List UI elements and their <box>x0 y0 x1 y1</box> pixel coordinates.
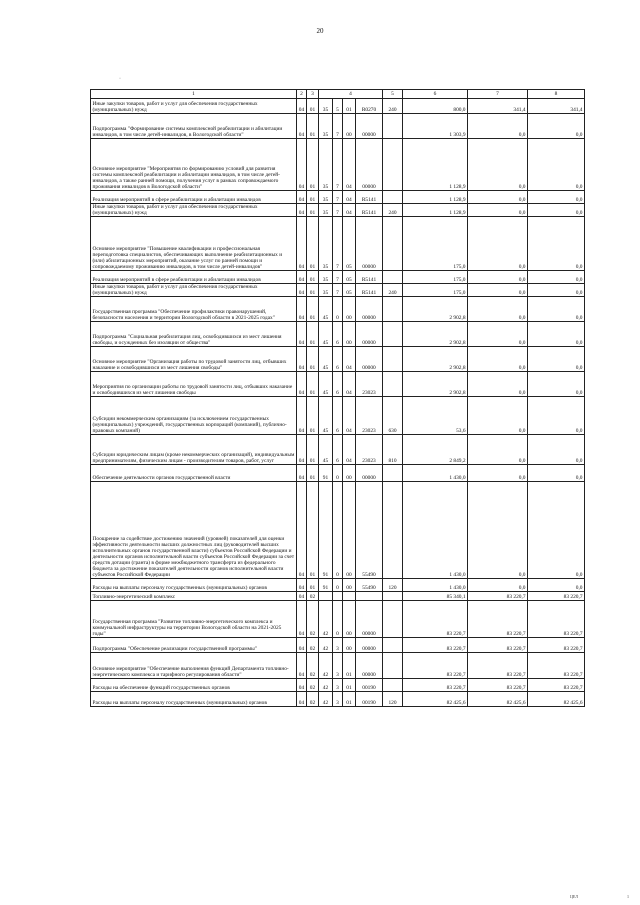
row-cell-c: 05 <box>343 217 356 271</box>
row-cell-c6: 2 902,8 <box>403 322 468 347</box>
row-cell-d: R5141 <box>356 284 383 297</box>
row-cell-d: 23023 <box>356 435 383 465</box>
row-cell-c: 00 <box>343 465 356 482</box>
row-cell-c7: 0,0 <box>468 322 528 347</box>
row-cell-c6: 82 425,6 <box>403 692 468 707</box>
row-cell-b: 7 <box>333 284 343 297</box>
row-cell-c7: 341,4 <box>468 99 528 114</box>
row-cell-c3: 02 <box>307 638 319 653</box>
row-cell-a <box>319 592 333 601</box>
row-cell-c6: 1 128,9 <box>403 191 468 204</box>
table-row <box>91 679 585 692</box>
table-row <box>91 204 585 217</box>
row-cell-c8: 0,0 <box>528 347 585 372</box>
row-cell-d: R5141 <box>356 191 383 204</box>
row-cell-a: 45 <box>319 347 333 372</box>
row-cell-c6: 53,6 <box>403 397 468 435</box>
row-cell-c <box>343 592 356 601</box>
row-cell-c5: 810 <box>383 435 403 465</box>
row-cell-a: 35 <box>319 217 333 271</box>
row-cell-d: 00000 <box>356 347 383 372</box>
row-cell-c: 01 <box>343 692 356 707</box>
row-cell-b: 0 <box>333 601 343 638</box>
row-cell-a: 45 <box>319 372 333 397</box>
row-cell-c2: 04 <box>297 99 307 114</box>
table-row <box>91 397 585 435</box>
row-cell-c3: 01 <box>307 284 319 297</box>
row-name-cell: Государственная программа "Развитие топливно-энергетического комплекса и коммунальной инфраструктуры на территории Вологодской области на 2021-2025 годы" <box>91 601 297 638</box>
row-cell-c: 01 <box>343 679 356 692</box>
row-cell-c6: 83 220,7 <box>403 638 468 653</box>
row-cell-c5: 240 <box>383 99 403 114</box>
row-cell-a: 42 <box>319 638 333 653</box>
page-number: 20 <box>316 27 324 35</box>
row-cell-c6: 85 340,1 <box>403 592 468 601</box>
row-name-cell: Расходы на обеспечение функций государственных органов <box>91 679 297 692</box>
row-cell-c7: 0,0 <box>468 482 528 579</box>
row-cell-c5 <box>383 271 403 284</box>
header-cell: 7 <box>468 90 528 99</box>
row-cell-c7: 0,0 <box>468 465 528 482</box>
row-cell-b: 6 <box>333 397 343 435</box>
row-cell-a: 35 <box>319 204 333 217</box>
row-cell-c3: 01 <box>307 322 319 347</box>
row-cell-c7: 83 220,7 <box>468 592 528 601</box>
row-cell-c6: 1 128,9 <box>403 204 468 217</box>
row-cell-a: 35 <box>319 114 333 139</box>
row-cell-c7: 0,0 <box>468 284 528 297</box>
table-row <box>91 579 585 592</box>
row-cell-c5 <box>383 465 403 482</box>
row-cell-c2: 04 <box>297 601 307 638</box>
row-cell-b: 3 <box>333 679 343 692</box>
row-cell-c8: 82 425,6 <box>528 692 585 707</box>
row-cell-c: 00 <box>343 482 356 579</box>
row-cell-c8: 341,4 <box>528 99 585 114</box>
row-cell-c2: 04 <box>297 114 307 139</box>
row-cell-c5 <box>383 601 403 638</box>
row-cell-c7: 0,0 <box>468 579 528 592</box>
row-cell-d: R5141 <box>356 204 383 217</box>
row-cell-b: 0 <box>333 465 343 482</box>
row-cell-c8: 0,0 <box>528 284 585 297</box>
row-cell-a: 45 <box>319 435 333 465</box>
row-cell-c8: 83 220,7 <box>528 653 585 679</box>
row-cell-c2: 04 <box>297 435 307 465</box>
row-cell-c3: 01 <box>307 435 319 465</box>
row-cell-c3: 01 <box>307 397 319 435</box>
row-cell-d: 00190 <box>356 692 383 707</box>
row-cell-c6: 1 430,0 <box>403 482 468 579</box>
row-name-cell: Реализация мероприятий в сфере реабилитации и абилитации инвалидов <box>91 271 297 284</box>
header-cell: 1 <box>91 90 297 99</box>
row-cell-a: 35 <box>319 139 333 191</box>
row-cell-c2: 04 <box>297 191 307 204</box>
row-cell-c: 04 <box>343 347 356 372</box>
table-row <box>91 284 585 297</box>
row-cell-a: 45 <box>319 397 333 435</box>
row-cell-a: 91 <box>319 579 333 592</box>
row-name-cell: Основное мероприятие "Повышение квалификации и профессиональная переподготовка специалистов, обеспечивающих выполнение реабилитационных и (или) абилитационных мероприятий, оказание услуг по ранней помощи и сопровождаемому проживанию инвалидов, в том числе детей-инвалидов" <box>91 217 297 271</box>
row-cell-c: 04 <box>343 191 356 204</box>
row-cell-b: 7 <box>333 204 343 217</box>
row-name-cell: Иные закупки товаров, работ и услуг для обеспечения государственных (муниципальных) нужд <box>91 284 297 297</box>
row-cell-c3: 01 <box>307 465 319 482</box>
row-cell-d <box>356 592 383 601</box>
table-row <box>91 692 585 707</box>
row-cell-c8: 0,0 <box>528 191 585 204</box>
row-cell-a: 91 <box>319 465 333 482</box>
row-cell-c6: 1 303,9 <box>403 114 468 139</box>
table-row <box>91 601 585 638</box>
row-cell-c: 00 <box>343 297 356 322</box>
row-cell-a: 35 <box>319 191 333 204</box>
table-row <box>91 271 585 284</box>
row-cell-c5 <box>383 482 403 579</box>
row-cell-d: 00000 <box>356 653 383 679</box>
row-name-cell: Подпрограмма "Обеспечение реализации государственной программы" <box>91 638 297 653</box>
row-cell-c6: 175,0 <box>403 217 468 271</box>
row-cell-a: 35 <box>319 99 333 114</box>
row-cell-b: 5 <box>333 99 343 114</box>
row-cell-a: 45 <box>319 297 333 322</box>
row-cell-b: 6 <box>333 372 343 397</box>
row-cell-a: 42 <box>319 601 333 638</box>
row-cell-b: 3 <box>333 692 343 707</box>
row-cell-c3: 02 <box>307 592 319 601</box>
row-cell-d: 00000 <box>356 297 383 322</box>
row-cell-c7: 83 220,7 <box>468 638 528 653</box>
row-cell-a: 42 <box>319 653 333 679</box>
row-cell-d: 00000 <box>356 465 383 482</box>
row-cell-c8: 0,0 <box>528 397 585 435</box>
row-cell-c5 <box>383 139 403 191</box>
row-cell-c3: 01 <box>307 372 319 397</box>
header-cell: 8 <box>528 90 585 99</box>
header-row <box>91 90 585 99</box>
row-cell-c6: 1 430,0 <box>403 579 468 592</box>
row-name-cell: Подпрограмма "Формирование системы комплексной реабилитации и абилитации инвалидов, в том числе детей-инвалидов, в Вологодской области" <box>91 114 297 139</box>
row-cell-c: 00 <box>343 638 356 653</box>
footer-mark: ЦЕЛ <box>570 894 578 899</box>
row-cell-c3: 01 <box>307 217 319 271</box>
tick-mark: · <box>119 76 121 82</box>
table-row <box>91 297 585 322</box>
row-cell-c5 <box>383 347 403 372</box>
row-cell-c8: 0,0 <box>528 297 585 322</box>
row-cell-c6: 800,0 <box>403 99 468 114</box>
row-cell-c2: 04 <box>297 638 307 653</box>
row-cell-d: 00000 <box>356 638 383 653</box>
table-row <box>91 435 585 465</box>
row-cell-c8: 83 220,7 <box>528 601 585 638</box>
row-cell-c5 <box>383 322 403 347</box>
row-cell-c6: 1 128,9 <box>403 139 468 191</box>
row-cell-c3: 01 <box>307 99 319 114</box>
row-name-cell: Государственная программа "Обеспечение профилактики правонарушений, безопасности населения и территории Вологодской области в 2021-2025 годах" <box>91 297 297 322</box>
table-row <box>91 322 585 347</box>
row-cell-c2: 04 <box>297 679 307 692</box>
table-row <box>91 592 585 601</box>
row-cell-c3: 01 <box>307 191 319 204</box>
row-cell-c5: 240 <box>383 204 403 217</box>
row-cell-c5: 120 <box>383 692 403 707</box>
table-row <box>91 653 585 679</box>
row-cell-b: 6 <box>333 347 343 372</box>
row-cell-c6: 83 220,7 <box>403 601 468 638</box>
row-cell-c3: 01 <box>307 204 319 217</box>
footer-dot: 1 <box>627 894 629 899</box>
row-cell-c5: 120 <box>383 579 403 592</box>
table-row <box>91 372 585 397</box>
row-cell-c7: 0,0 <box>468 114 528 139</box>
row-cell-b: 0 <box>333 297 343 322</box>
row-cell-b: 3 <box>333 653 343 679</box>
row-cell-c2: 04 <box>297 297 307 322</box>
row-cell-c5 <box>383 653 403 679</box>
header-cell: 2 <box>297 90 307 99</box>
row-cell-c8: 0,0 <box>528 465 585 482</box>
row-cell-c5 <box>383 297 403 322</box>
row-cell-c3: 01 <box>307 347 319 372</box>
row-cell-c3: 02 <box>307 679 319 692</box>
row-cell-a: 91 <box>319 482 333 579</box>
row-name-cell: Расходы на выплаты персоналу государственных (муниципальных) органов <box>91 579 297 592</box>
row-cell-c6: 175,0 <box>403 284 468 297</box>
row-cell-c5 <box>383 592 403 601</box>
row-name-cell: Основное мероприятие "Обеспечение выполнения функций Департамента топливно-энергетического комплекса и тарифного регулирования области" <box>91 653 297 679</box>
row-cell-d: 00190 <box>356 679 383 692</box>
row-name-cell: Поощрение за содействие достижению значений (уровней) показателей для оценки эффективности деятельности высших должностных лиц (руководителей высших исполнительных органов государственной власти) субъектов Российской Федерации и деятельности органов исполнительной власти субъектов Российской Федерации за счет средств дотации (гранта) в форме межбюджетного трансферта из федерального бюджета за достижение показателей деятельности органов исполнительной власти субъектов Российской Федерации <box>91 482 297 579</box>
row-cell-d: 55490 <box>356 482 383 579</box>
row-cell-c: 00 <box>343 322 356 347</box>
row-name-cell: Основное мероприятие "Организация работы по трудовой занятости лиц, отбывших наказание и освободившихся из мест лишения свободы" <box>91 347 297 372</box>
row-cell-c2: 04 <box>297 397 307 435</box>
header-cell: 3 <box>307 90 319 99</box>
row-cell-c6: 2 902,8 <box>403 297 468 322</box>
row-cell-b: 3 <box>333 638 343 653</box>
row-cell-c8: 0,0 <box>528 139 585 191</box>
row-cell-d: R0270 <box>356 99 383 114</box>
row-cell-c7: 0,0 <box>468 271 528 284</box>
row-cell-c: 05 <box>343 271 356 284</box>
row-cell-c3: 02 <box>307 653 319 679</box>
row-cell-c7: 83 220,7 <box>468 653 528 679</box>
row-cell-c2: 04 <box>297 271 307 284</box>
row-name-cell: Топливно-энергетический комплекс <box>91 592 297 601</box>
row-cell-a: 45 <box>319 322 333 347</box>
row-cell-b: 6 <box>333 322 343 347</box>
row-cell-c6: 2 902,8 <box>403 347 468 372</box>
row-cell-d: 00000 <box>356 139 383 191</box>
row-cell-c5 <box>383 114 403 139</box>
row-cell-c8: 0,0 <box>528 372 585 397</box>
row-cell-d: 00000 <box>356 114 383 139</box>
row-cell-c6: 83 220,7 <box>403 679 468 692</box>
row-cell-d: 23023 <box>356 397 383 435</box>
row-cell-c2: 04 <box>297 465 307 482</box>
row-cell-d: 00000 <box>356 601 383 638</box>
row-cell-c2: 04 <box>297 217 307 271</box>
row-cell-c2: 04 <box>297 579 307 592</box>
row-cell-b: 6 <box>333 435 343 465</box>
row-name-cell: Расходы на выплаты персоналу государственных (муниципальных) органов <box>91 692 297 707</box>
row-cell-c5 <box>383 372 403 397</box>
row-cell-c5 <box>383 679 403 692</box>
row-cell-d: 00000 <box>356 217 383 271</box>
row-cell-c5 <box>383 191 403 204</box>
row-cell-c6: 1 430,0 <box>403 465 468 482</box>
row-cell-c: 04 <box>343 139 356 191</box>
row-cell-c7: 82 425,6 <box>468 692 528 707</box>
row-cell-c: 00 <box>343 114 356 139</box>
row-cell-c8: 83 220,7 <box>528 592 585 601</box>
row-cell-b: 7 <box>333 114 343 139</box>
row-cell-c7: 0,0 <box>468 372 528 397</box>
row-cell-c8: 83 220,7 <box>528 679 585 692</box>
row-cell-c7: 0,0 <box>468 204 528 217</box>
table-row <box>91 465 585 482</box>
row-cell-c7: 0,0 <box>468 435 528 465</box>
table-row <box>91 217 585 271</box>
row-cell-c: 04 <box>343 372 356 397</box>
row-cell-c8: 0,0 <box>528 482 585 579</box>
row-cell-c8: 83 220,7 <box>528 638 585 653</box>
row-cell-a: 42 <box>319 692 333 707</box>
row-cell-c: 04 <box>343 204 356 217</box>
budget-table <box>90 89 585 707</box>
row-cell-c7: 0,0 <box>468 397 528 435</box>
row-cell-c2: 04 <box>297 322 307 347</box>
row-cell-c: 01 <box>343 99 356 114</box>
row-cell-b: 7 <box>333 271 343 284</box>
row-cell-b: 7 <box>333 191 343 204</box>
row-cell-c2: 04 <box>297 347 307 372</box>
row-cell-c6: 2 902,8 <box>403 372 468 397</box>
row-cell-a: 35 <box>319 284 333 297</box>
table-row <box>91 114 585 139</box>
row-cell-c3: 02 <box>307 601 319 638</box>
row-name-cell: Обеспечение деятельности органов государственной власти <box>91 465 297 482</box>
row-cell-c7: 0,0 <box>468 217 528 271</box>
row-cell-d: R5141 <box>356 271 383 284</box>
row-cell-d: 55490 <box>356 579 383 592</box>
row-name-cell: Иные закупки товаров, работ и услуг для обеспечения государственных (муниципальных) нужд <box>91 99 297 114</box>
row-cell-b: 0 <box>333 579 343 592</box>
row-cell-c: 04 <box>343 435 356 465</box>
table-row <box>91 99 585 114</box>
row-cell-c8: 0,0 <box>528 322 585 347</box>
row-cell-a: 42 <box>319 679 333 692</box>
row-name-cell: Реализация мероприятий в сфере реабилитации и абилитации инвалидов <box>91 191 297 204</box>
row-cell-c2: 04 <box>297 139 307 191</box>
row-cell-c7: 0,0 <box>468 139 528 191</box>
table-row <box>91 482 585 579</box>
row-cell-c: 00 <box>343 579 356 592</box>
header-cell: 6 <box>403 90 468 99</box>
row-cell-c7: 0,0 <box>468 191 528 204</box>
row-cell-c3: 01 <box>307 297 319 322</box>
row-cell-c8: 0,0 <box>528 217 585 271</box>
row-cell-c2: 04 <box>297 204 307 217</box>
row-cell-c2: 04 <box>297 482 307 579</box>
row-cell-c8: 0,0 <box>528 579 585 592</box>
row-cell-c: 04 <box>343 397 356 435</box>
row-cell-c8: 0,0 <box>528 271 585 284</box>
row-cell-c8: 0,0 <box>528 204 585 217</box>
row-cell-c3: 01 <box>307 579 319 592</box>
row-cell-c8: 0,0 <box>528 114 585 139</box>
row-cell-c2: 04 <box>297 284 307 297</box>
row-cell-a: 35 <box>319 271 333 284</box>
row-name-cell: Мероприятия по организации работы по трудовой занятости лиц, отбывших наказание и освободившихся из мест лишения свободы <box>91 372 297 397</box>
header-cell: 4 <box>319 90 383 99</box>
row-name-cell: Субсидии юридическим лицам (кроме некоммерческих организаций), индивидуальным предпринимателям, физическим лицам - производителям товаров, работ, услуг <box>91 435 297 465</box>
row-cell-c3: 02 <box>307 692 319 707</box>
row-cell-c: 05 <box>343 284 356 297</box>
row-cell-b: 0 <box>333 482 343 579</box>
row-name-cell: Субсидии некоммерческим организациям (за исключением государственных (муниципальных) учреждений, государственных корпораций (компаний), публично-правовых компаний) <box>91 397 297 435</box>
row-cell-c2: 04 <box>297 653 307 679</box>
row-cell-c7: 83 220,7 <box>468 679 528 692</box>
row-cell-c7: 83 220,7 <box>468 601 528 638</box>
row-cell-c5 <box>383 638 403 653</box>
row-cell-c8: 0,0 <box>528 435 585 465</box>
row-cell-c5: 630 <box>383 397 403 435</box>
row-cell-c2: 04 <box>297 372 307 397</box>
row-cell-c3: 01 <box>307 271 319 284</box>
header-cell: 5 <box>383 90 403 99</box>
row-cell-c3: 01 <box>307 139 319 191</box>
row-cell-c6: 2 849,2 <box>403 435 468 465</box>
row-cell-c7: 0,0 <box>468 297 528 322</box>
row-cell-c: 00 <box>343 601 356 638</box>
row-cell-c2: 04 <box>297 692 307 707</box>
table-row <box>91 139 585 191</box>
row-name-cell: Основное мероприятие "Мероприятия по формированию условий для развития системы комплексной реабилитации и абилитации инвалидов, в том числе детей-инвалидов, а также ранней помощи, получения услуг в рамках сопровождаемого проживания инвалидов в Вологодской области" <box>91 139 297 191</box>
row-cell-d: 00000 <box>356 322 383 347</box>
table-row <box>91 191 585 204</box>
row-cell-c: 01 <box>343 653 356 679</box>
row-cell-c7: 0,0 <box>468 347 528 372</box>
row-cell-c2: 04 <box>297 592 307 601</box>
table-row <box>91 638 585 653</box>
row-cell-c6: 83 220,7 <box>403 653 468 679</box>
row-cell-c5 <box>383 217 403 271</box>
row-cell-c3: 01 <box>307 114 319 139</box>
row-cell-c5: 240 <box>383 284 403 297</box>
table-row <box>91 347 585 372</box>
row-name-cell: Подпрограмма "Социальная реабилитация лиц, освободившихся из мест лишения свободы, и осужденных без изоляции от общества" <box>91 322 297 347</box>
row-name-cell: Иные закупки товаров, работ и услуг для обеспечения государственных (муниципальных) нужд <box>91 204 297 217</box>
row-cell-b: 7 <box>333 139 343 191</box>
row-cell-b <box>333 592 343 601</box>
row-cell-b: 7 <box>333 217 343 271</box>
row-cell-c6: 175,0 <box>403 271 468 284</box>
row-cell-c3: 01 <box>307 482 319 579</box>
row-cell-d: 23023 <box>356 372 383 397</box>
